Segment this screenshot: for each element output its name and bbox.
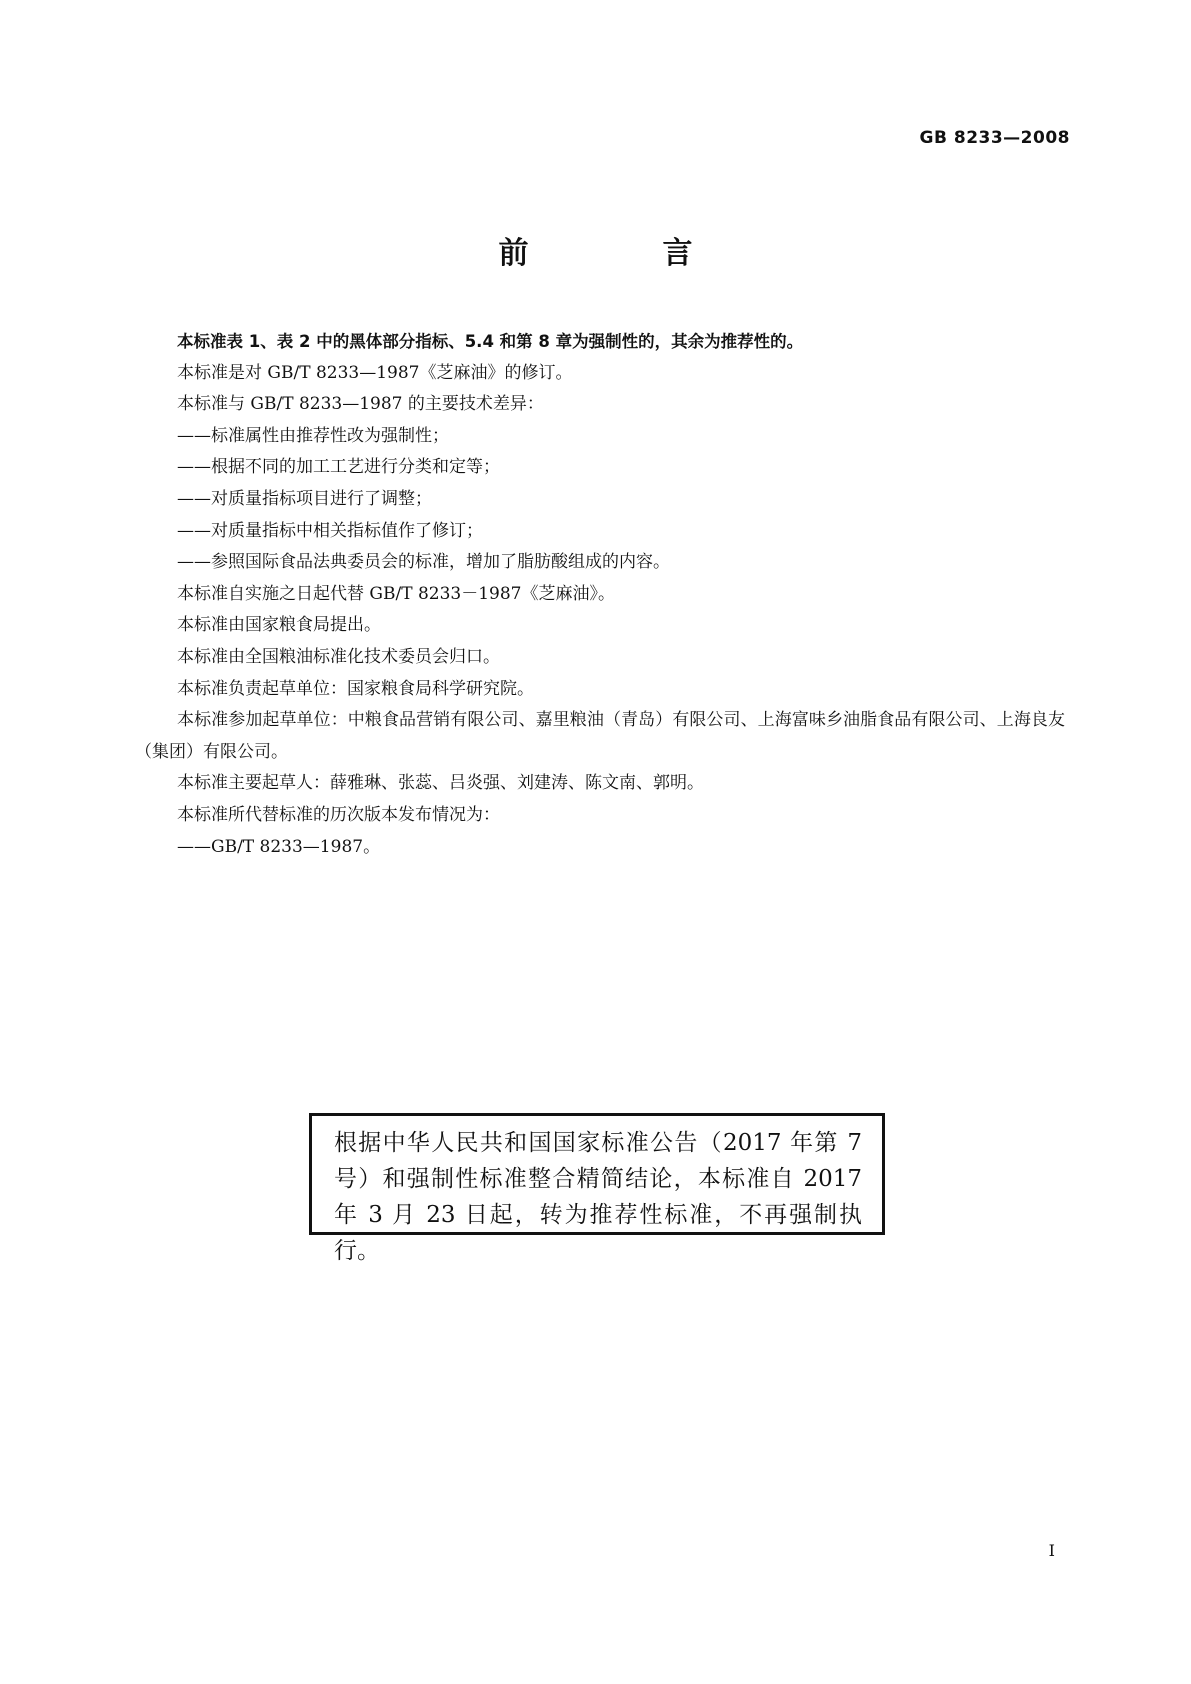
page-title: 前 言 <box>498 236 745 271</box>
history-item: ——GB/T 8233—1987。 <box>177 836 381 857</box>
difference-item: ——对质量指标项目进行了调整； <box>177 488 432 509</box>
page-number: I <box>1048 1541 1055 1560</box>
standard-code: GB 8233—2008 <box>919 128 1070 148</box>
foreword-body <box>135 326 1065 863</box>
differences-intro-paragraph: 本标准与 GB/T 8233—1987 的主要技术差异： <box>177 394 544 415</box>
mandatory-scope-paragraph: 本标准表 1、表 2 中的黑体部分指标、5.4 和第 8 章为强制性的，其余为推荐性的。 <box>177 332 804 351</box>
difference-item: ——根据不同的加工工艺进行分类和定等； <box>177 457 500 478</box>
difference-item: ——标准属性由推荐性改为强制性； <box>177 425 449 446</box>
revision-paragraph: 本标准是对 GB/T 8233—1987《芝麻油》的修订。 <box>177 362 573 383</box>
participating-units-paragraph: 本标准参加起草单位：中粮食品营销有限公司、嘉里粮油（青岛）有限公司、上海富味乡油脂食品有限公司、上海良友（集团）有限公司。 <box>135 710 1065 762</box>
difference-item: ——对质量指标中相关指标值作了修订； <box>177 520 483 541</box>
replacement-paragraph: 本标准自实施之日起代替 GB/T 8233－1987《芝麻油》。 <box>177 583 615 604</box>
difference-item: ——参照国际食品法典委员会的标准，增加了脂肪酸组成的内容。 <box>177 552 670 573</box>
status-notice-box: 根据中华人民共和国国家标准公告（2017 年第 7 号）和强制性标准整合精简结论，本标准自 2017 年 3 月 23 日起，转为推荐性标准，不再强制执行。 <box>309 1113 885 1235</box>
history-intro-paragraph: 本标准所代替标准的历次版本发布情况为： <box>177 804 500 825</box>
proposer-paragraph: 本标准由国家粮食局提出。 <box>177 615 381 636</box>
drafting-unit-paragraph: 本标准负责起草单位：国家粮食局科学研究院。 <box>177 678 534 699</box>
drafters-paragraph: 本标准主要起草人：薛雅琳、张蕊、吕炎强、刘建涛、陈文南、郭明。 <box>177 773 704 794</box>
committee-paragraph: 本标准由全国粮油标准化技术委员会归口。 <box>177 646 500 667</box>
